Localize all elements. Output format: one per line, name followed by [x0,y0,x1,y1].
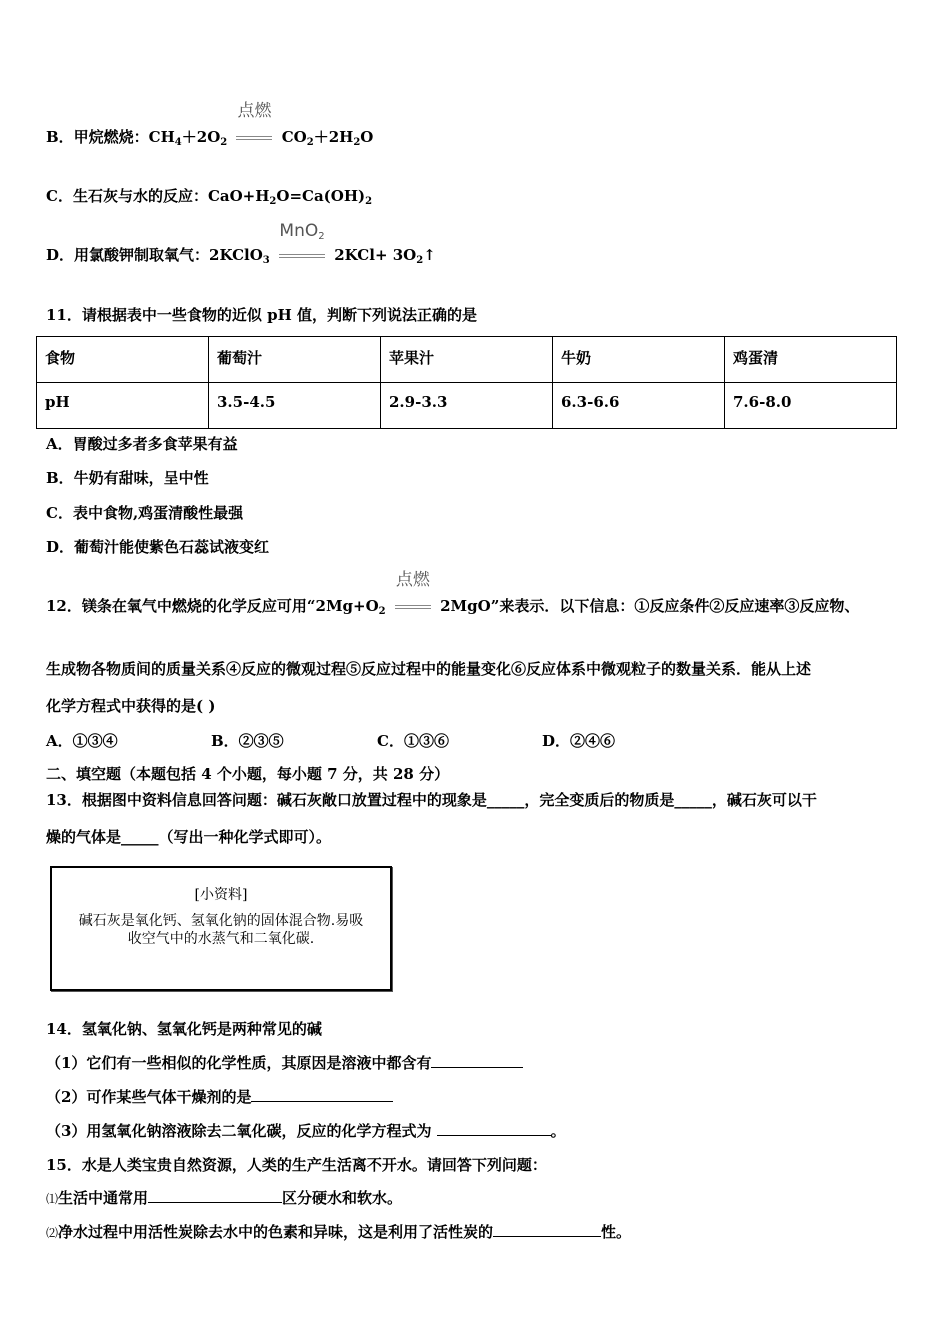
answer-blank[interactable] [437,1121,551,1136]
q14-part1-text: （1）它们有一些相似的化学性质，其原因是溶液中都含有 [46,1054,432,1072]
table-cell: 牛奶 [553,337,725,383]
answer-blank[interactable] [251,1087,393,1102]
q12-option-b: B．②③⑤ [211,732,284,750]
q10-option-b-products: CO [281,128,307,146]
reaction-arrow: MnO$_2$ [275,245,329,265]
q14-part2-text: （2）可作某些气体干燥剂的是 [46,1088,252,1106]
table-cell: 苹果汁 [381,337,553,383]
answer-blank[interactable] [431,1053,523,1068]
q15-stem: 15．水是人类宝贵自然资源，人类的生产生活离不开水。请回答下列问题： [46,1156,547,1174]
q14-part3 [46,1121,566,1141]
q14-part3-text: （3）用氢氧化钠溶液除去二氧化碳，反应的化学方程式为 [46,1122,437,1140]
table-cell: pH [37,383,209,429]
q12-stem-b: 2MgO”来表示．以下信息：①反应条件②反应速率③反应物、 [440,597,860,615]
q14-stem: 14．氢氧化钠、氢氧化钙是两种常见的碱 [46,1020,322,1038]
q10-option-d: D．用氯酸钾制取氧气：2KClO$_3$ MnO$_2$ $2KCl+ 3O_2↑$ [46,221,436,266]
q15-part2-number: ⑵ [46,1226,59,1240]
table-cell: 3.5-4.5 [209,383,381,429]
q12-option-a: A．①③④ [46,732,118,750]
q15-part2 [46,1222,631,1243]
q15-part1-end: 区分硬水和软水。 [282,1189,403,1207]
q14-part1 [46,1053,523,1073]
q12-option-d: D．②④⑥ [542,732,616,750]
info-box-body: 碱石灰是氧化钙、氢氧化钠的固体混合物.易吸收空气中的水蒸气和二氧化碳. [78,913,364,947]
q11-option-b: B．牛奶有甜味，呈中性 [46,469,209,487]
table-cell: 6.3-6.6 [553,383,725,429]
q12-line3: 化学方程式中获得的是( ) [46,697,216,715]
info-box [50,866,392,991]
q15-part1-text: 生活中通常用 [58,1189,149,1207]
info-box-title: [小资料] [194,887,248,903]
reaction-arrow [391,570,435,616]
q10-option-c-text: C．生石灰与水的反应：CaO+H [46,187,270,205]
answer-blank[interactable] [148,1188,282,1203]
reaction-catalyst: MnO [279,221,319,241]
q10-option-b: B．甲烷燃烧：$CH_4+2O_2$ 点燃 $CO_2+2H_2O$ [46,101,374,148]
q15-part2-end: 性。 [601,1223,632,1241]
table-cell: 鸡蛋清 [725,337,897,383]
q12-stem-a: 12．镁条在氧气中燃烧的化学反应可用“2Mg+O [46,597,379,615]
reaction-condition: 点燃 [395,570,430,590]
q13-line1: 13．根据图中资料信息回答问题：碱石灰敞口放置过程中的现象是_____，完全变质后的物质是_____，碱石灰可以干 [46,791,817,809]
reaction-condition: 点燃 [237,101,272,121]
q15-part1-number: ⑴ [46,1192,59,1206]
q13-line2: 燥的气体是_____（写出一种化学式即可）。 [46,828,332,846]
q14-part2 [46,1087,393,1107]
reaction-arrow [232,101,276,147]
section-heading: 二、填空题（本题包括 4 个小题，每小题 7 分，共 28 分） [46,765,450,783]
q14-part3-end: 。 [550,1122,566,1140]
q15-part2-text: 净水过程中用活性炭除去水中的色素和异味，这是利用了活性炭的 [58,1223,494,1241]
q12-stem: 12．镁条在氧气中燃烧的化学反应可用“$2Mg+O_2$ 点燃 2MgO”来表示．以下信息：①反应条件②反应速率③反应物、 [46,570,860,617]
table-cell: 食物 [37,337,209,383]
ph-table [36,336,897,429]
q10-option-b-text: B．甲烷燃烧：CH [46,128,175,146]
table-row [37,383,897,429]
q10-option-d-products: 2KCl+ 3O [334,246,417,264]
q11-option-d: D．葡萄汁能使紫色石蕊试液变红 [46,538,270,556]
q11-option-a: A．胃酸过多者多食苹果有益 [46,435,238,453]
q11-stem: 11．请根据表中一些食物的近似 pH 值，判断下列说法正确的是 [46,306,477,324]
table-cell: 葡萄汁 [209,337,381,383]
table-cell: 7.6-8.0 [725,383,897,429]
table-header-row [37,337,897,383]
q15-part1 [46,1188,402,1209]
table-cell: 2.9-3.3 [381,383,553,429]
q11-option-c: C．表中食物,鸡蛋清酸性最强 [46,504,244,522]
answer-blank[interactable] [493,1222,601,1237]
q10-option-c: C．生石灰与水的反应：$CaO+H_2O=Ca(OH)_2$ [46,187,373,207]
q12-line2: 生成物各物质间的质量关系④反应的微观过程⑤反应过程中的能量变化⑥反应体系中微观粒子的数量关系．能从上述 [46,660,812,678]
q12-option-c: C．①③⑥ [377,732,449,750]
q10-option-d-text: D．用氯酸钾制取氧气：2KClO [46,246,263,264]
